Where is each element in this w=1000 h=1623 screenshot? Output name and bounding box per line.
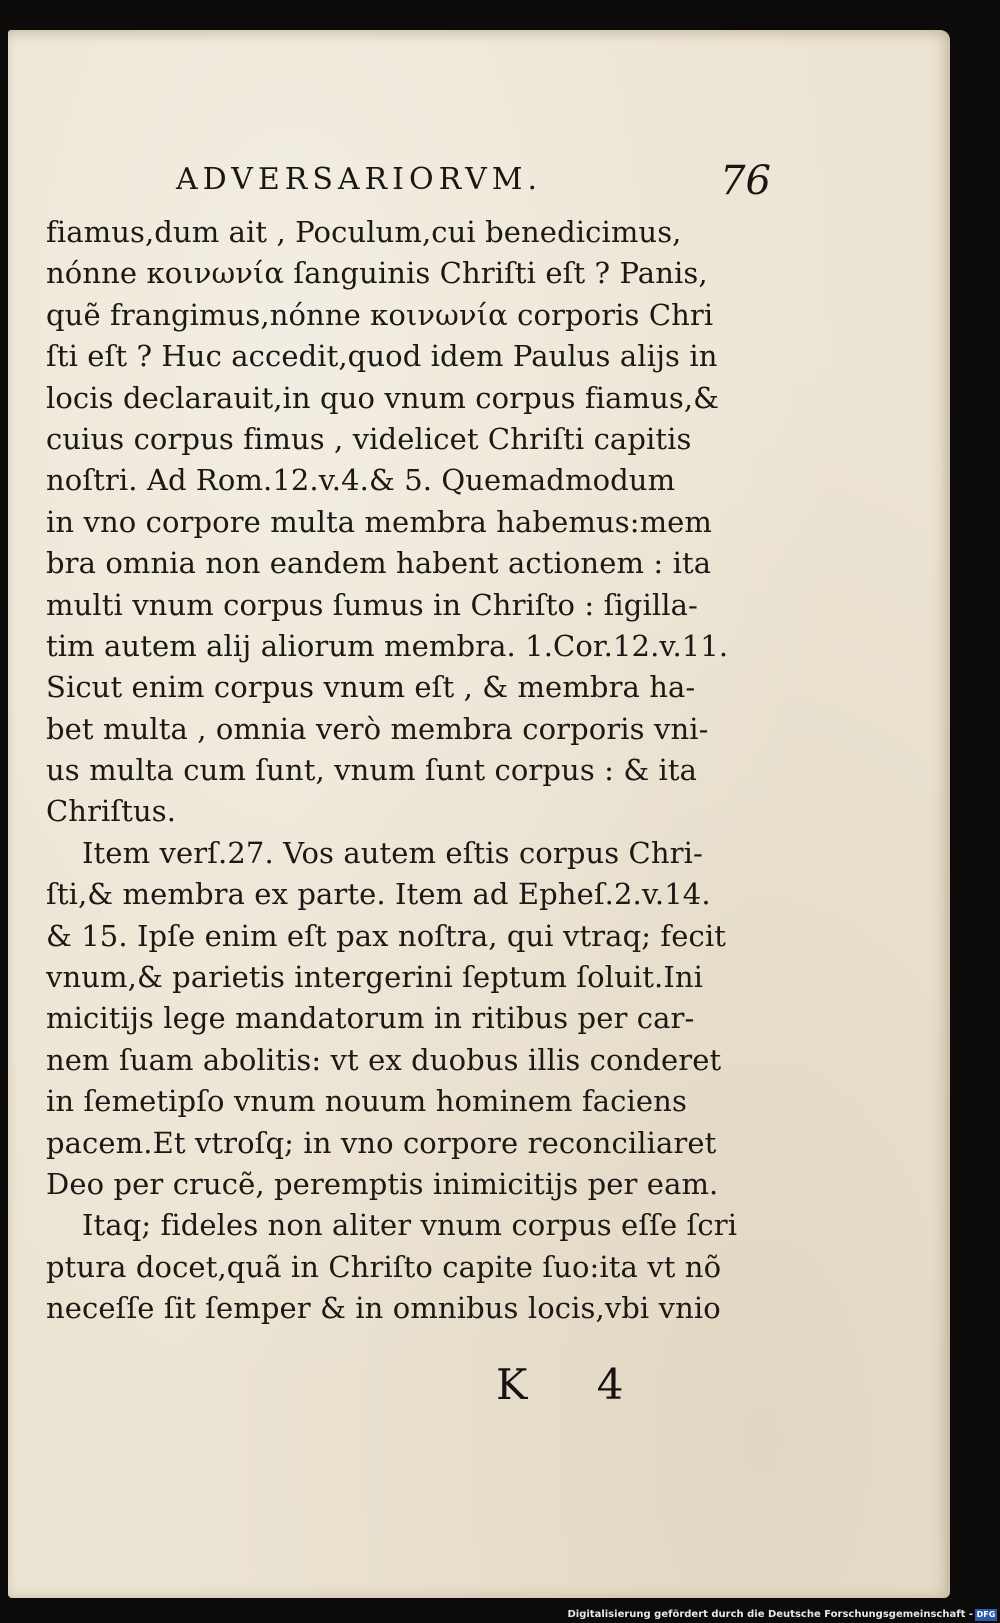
page-header — [166, 158, 771, 206]
page-number: 76 — [720, 158, 771, 204]
body-text — [46, 212, 761, 1330]
text-line: ſti eſt ? Huc accedit,quod idem Paulus alijs in — [46, 339, 718, 374]
text-line: & 15. Ipſe enim eſt pax noſtra, qui vtraq; fecit — [46, 918, 726, 953]
text-line: nem ſuam abolitis: vt ex duobus illis conderet — [46, 1042, 722, 1077]
text-line: Itaq; fideles non aliter vnum corpus eſſe ſcri — [82, 1208, 738, 1243]
text-line: noſtri. Ad Rom.12.v.4.& 5. Quemadmodum — [46, 463, 676, 498]
text-line: bra omnia non eandem habent actionem : ita — [46, 546, 712, 581]
text-line: vnum,& parietis intergerini ſeptum ſoluit.Ini — [46, 960, 704, 995]
text-line: Deo per crucẽ, peremptis inimicitijs per eam. — [46, 1166, 719, 1201]
signature-mark: K 4 — [496, 1360, 652, 1409]
text-line: ptura docet,quã in Chriſto capite ſuo:ita vt nõ — [46, 1249, 722, 1284]
text-line: us multa cum ſunt, vnum ſunt corpus : & ita — [46, 753, 698, 788]
text-line: micitijs lege mandatorum in ritibus per car- — [46, 1001, 695, 1036]
text-line: bet multa , omnia verò membra corporis vni- — [46, 711, 709, 746]
text-line: pacem.Et vtroſq; in vno corpore reconciliaret — [46, 1125, 717, 1160]
text-line: locis declarauit,in quo vnum corpus fiamus,& — [46, 380, 720, 415]
text-line: multi vnum corpus ſumus in Chriſto : ſigilla- — [46, 587, 698, 622]
text-line: Chriſtus. — [46, 794, 177, 829]
text-line: Sicut enim corpus vnum eſt , & membra ha- — [46, 670, 696, 705]
text-line: cuius corpus fimus , videlicet Chriſti capitis — [46, 421, 692, 456]
running-head: ADVERSARIORVM. — [176, 162, 543, 197]
text-line: neceſſe ſit ſemper & in omnibus locis,vbi vnio — [46, 1291, 721, 1326]
book-page — [8, 30, 950, 1598]
credit-bar — [0, 1608, 1000, 1623]
text-line: tim autem alij aliorum membra. 1.Cor.12.v.11. — [46, 628, 729, 663]
text-line: in vno corpore multa membra habemus:mem — [46, 504, 713, 539]
text-line: Item verſ.27. Vos autem eſtis corpus Chri- — [82, 835, 703, 870]
text-line: fiamus,dum ait , Poculum,cui benedicimus, — [46, 215, 682, 249]
dfg-logo-icon: DFG — [976, 1610, 996, 1619]
text-line: in ſemetipſo vnum nouum hominem faciens — [46, 1084, 687, 1119]
text-line: quẽ frangimus,nónne κοινωνία corporis Chri — [46, 297, 714, 332]
text-line: ſti,& membra ex parte. Item ad Epheſ.2.v.14. — [46, 877, 711, 912]
text-line: nónne κοινωνία ſanguinis Chriſti eſt ? Panis, — [46, 256, 708, 291]
funding-credit: Digitalisierung gefördert durch die Deutsche Forschungsgemeinschaft - — [567, 1609, 973, 1620]
